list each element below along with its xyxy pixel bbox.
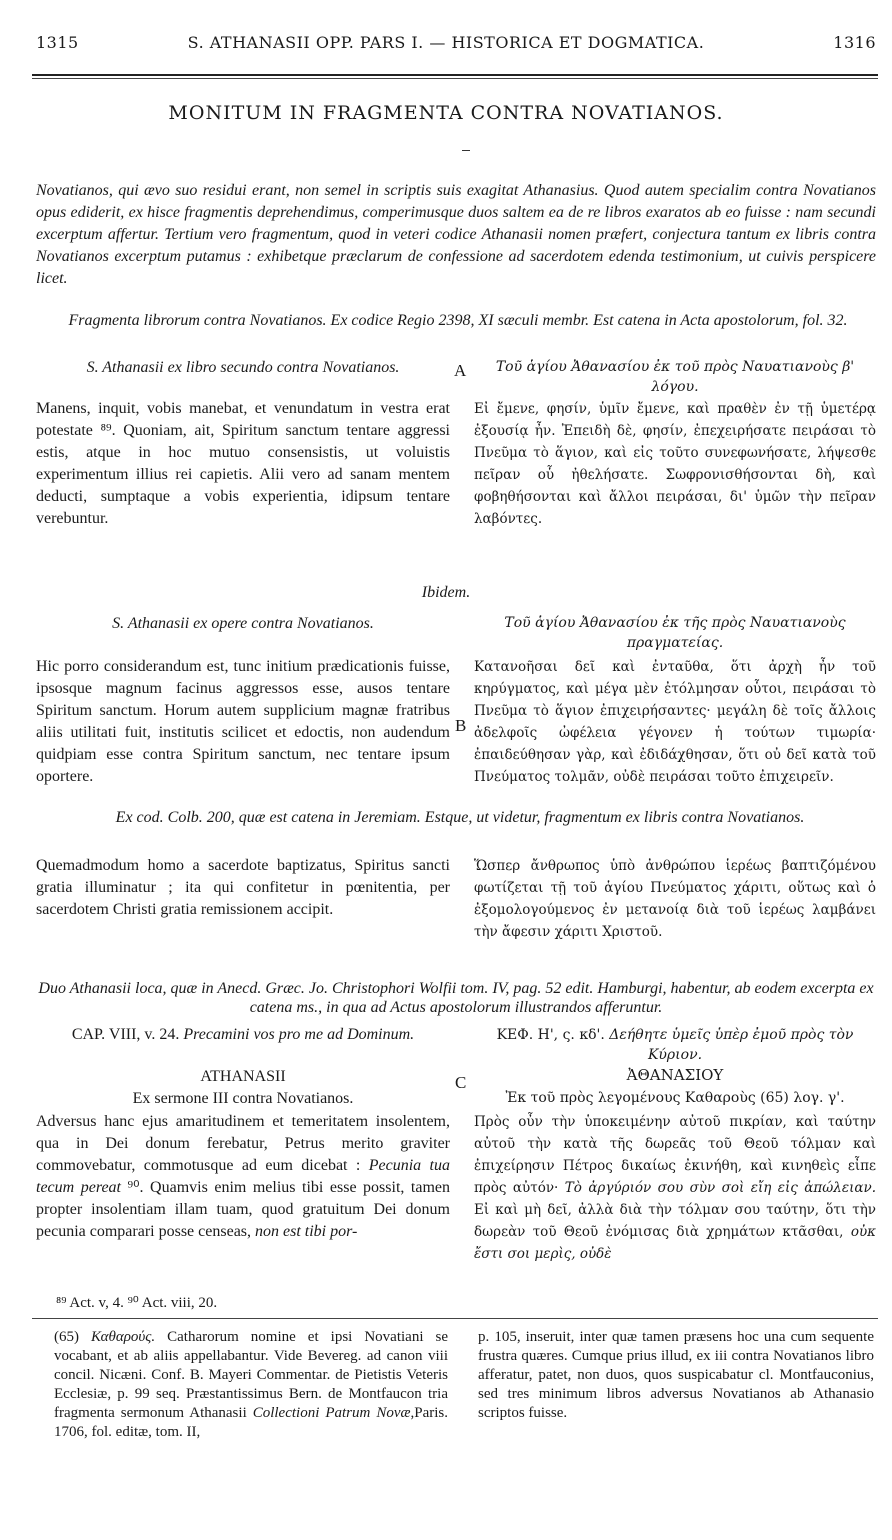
frag2-greek-text: Κατανοῆσαι δεῖ καὶ ἐνταῦθα, ὅτι ἀρχὴ ἦν τοῦ κηρύγματος, καὶ μέγα μὲν ἐτόλμησαν οὗτοι, πειράσαι τὸ Πνεῦμα τὸ ἅγιον ἐπιχειρήσαντες· μεγάλη δὲ τοῖς ἄλλοις ἀδελφοῖς ὠφέλεια γέγονεν ἡ τούτων τιμωρία· ἐπαιδεύθησαν γὰρ, καὶ ἐδιδάχθησαν, ὅτι οὐ δεῖ κατὰ τοῦ Πνεύματος τολμᾶν, οὐδὲ πειράσαι τοῦτο ἐπιχειρεῖν. xyxy=(474,659,876,785)
footnote-rule xyxy=(32,1318,878,1319)
frag4-latin-text xyxy=(36,1111,450,1243)
frag4-greek-part1: Πρὸς οὖν τὴν ὑποκειμένην αὐτοῦ πικρίαν, καὶ ταύτην αὐτοῦ τὴν κατὰ τῆς δωρεᾶς τοῦ Θεοῦ τόλμαν καὶ ἐπιχείρησιν Πέτρος δικαίως ἐκινήθη, καὶ κινηθεὶς εἶπε πρὸς αὐτόν· xyxy=(474,1114,876,1196)
frag4-latin-author: ATHANASII xyxy=(200,1068,286,1085)
note-left-text: Catharorum nomine et ipsi Novatiani se vocabant, et ab aliis appellabantur. Vide Bevereg. ad canon viii concil. Nicæni. Conf. B. Mayeri Commentar. de Pietistis Veteris Ecclesiæ, p. 99 seq. Præstantissimus Bern. de Montfaucon tria fragmenta sermonum Athanasii xyxy=(54,1329,448,1421)
frag4-greek-part2: Εἰ καὶ μὴ δεῖ, ἀλλὰ διὰ τὴν τόλμαν σου ταύτην, ὅτι τὴν δωρεὰν τοῦ Θεοῦ ἐνόμισας διὰ χρημάτων κτᾶσθαι, xyxy=(474,1202,876,1240)
margin-letter-a: A xyxy=(454,361,467,380)
source-note-1: Fragmenta librorum contra Novatianos. Ex codice Regio 2398, XI sæculi membr. Est catena in Acta apostolorum, fol. 32. xyxy=(68,312,848,329)
frag4-latin-part1: Adversus hanc ejus amaritudinem et temeritatem insolentem, qua in Dei donum ferebatur, Petrus merito graviter commovebatur, commotusque ad eum dicebat : xyxy=(36,1113,450,1174)
ibidem-heading: Ibidem. xyxy=(421,584,471,601)
frag3-latin-text: Quemadmodum homo a sacerdote baptizatus, Spiritus sancti gratia illuminatur ; ita qui confitetur in pœnitentia, per sacerdotem Christi gratia remissionem accipit. xyxy=(36,857,450,918)
note-left-end: ,Paris. 1706, fol. editæ, tom. II, xyxy=(54,1405,448,1440)
page-number-left: 1315 xyxy=(36,33,79,52)
frag4-greek-chapter-ital: Δεήθητε ὑμεῖς ὑπὲρ ἐμοῦ πρὸς τὸν Κύριον. xyxy=(609,1027,854,1063)
frag4-latin-chapter xyxy=(36,1025,450,1044)
frag4-greek-sermo: Ἐκ τοῦ πρὸς λεγομένους Καθαροὺς (65) λογ. γ'. xyxy=(505,1090,845,1106)
frag4-latin-chapter-ital: Precamini vos pro me ad Dominum. xyxy=(183,1026,415,1043)
header-rule-thin xyxy=(32,78,878,79)
frag4-greek-part2-ital: οὐκ ἔστι σοι μερὶς, οὐδὲ xyxy=(474,1224,876,1262)
frag2-greek-heading: Τοῦ ἁγίου Ἀθανασίου ἐκ τῆς πρὸς Ναυατιανοὺς πραγματείας. xyxy=(504,615,846,651)
frag4-greek-author: ἈΘΑΝΑΣΙΟΥ xyxy=(626,1066,724,1084)
running-head xyxy=(0,33,892,57)
frag4-latin-sermo: Ex sermone III contra Novatianos. xyxy=(132,1090,354,1107)
title-dash xyxy=(462,150,470,151)
editor-note-right: p. 105, inseruit, inter quæ tamen præsens hoc una cum sequente frustra quæres. Cumque prius illud, ex iii contra Novatianos libro afferatur, patet, non duos, quos suspicabatur cl. Montfauconius, sed tres minimum libros adversus Novatianos ab Athanasio scriptos fuisse. xyxy=(478,1329,874,1421)
frag4-greek-text xyxy=(474,1111,876,1265)
note-number: (65) xyxy=(54,1329,92,1345)
frag4-latin-quote: Pecunia tua tecum pereat xyxy=(36,1157,450,1196)
page-number-right: 1316 xyxy=(833,33,876,52)
frag1-greek-heading: Τοῦ ἁγίου Ἀθανασίου ἐκ τοῦ πρὸς Ναυατιανοὺς β' λόγου. xyxy=(495,359,855,395)
header-rule xyxy=(32,74,878,76)
frag2-latin-heading: S. Athanasii ex opere contra Novatianos. xyxy=(112,615,374,632)
frag4-latin-footnote-ref: ⁹⁰. xyxy=(121,1179,144,1196)
frag1-latin-heading: S. Athanasii ex libro secundo contra Novatianos. xyxy=(86,359,400,376)
source-note-3: Duo Athanasii loca, quæ in Anecd. Græc. Jo. Christophori Wolfii tom. IV, pag. 52 edit. Hamburgi, habentur, ab eodem excerpta ex catena ms., in qua ad Actus apostolorum illustrandos afferuntur. xyxy=(38,980,874,1016)
frag1-greek-text: Εἰ ἔμενε, φησίν, ὑμῖν ἔμενε, καὶ πραθὲν ἐν τῇ ὑμετέρᾳ ἐξουσίᾳ ἦν. Ἐπειδὴ δὲ, φησίν, ἐπεχειρήσατε πειράσαι τὸ Πνεῦμα τὸ ἅγιον, καὶ εἰς τοῦτο συνεφωνήσατε, λήψεσθε πεῖραν οὗ ἠθελήσατε. Σωφρονισθήσονται δὴ, καὶ φοβηθήσονται καὶ ἄλλοι πειράσαι, δι' ὑμῶν τὴν πεῖραν λαβόντες. xyxy=(474,401,876,527)
margin-letter-c: C xyxy=(455,1073,467,1092)
intro-paragraph: Novatianos, qui ævo suo residui erant, non semel in scriptis suis exagitat Athanasius. Quod autem specialim contra Novatianos opus ediderit, ex hisce fragmentis deprehendimus, comperimusque duos saltem ea de re libros exaratos ab eo fuisse : nam secundi excerptum affertur. Tertium vero fragmentum, quod in veteri codice Athanasii nomen præfert, conjectura tantum ex libris contra Novatianos excerptum putamus : exhibetque præclarum de confessione ad sacerdotem edenda testimonium, ut cuivis perspicere licet. xyxy=(36,182,876,287)
frag4-greek-chapter-plain: ΚΕΦ. Η', ς. κδ'. xyxy=(496,1027,610,1043)
frag4-greek-quote: Τὸ ἀργύριόν σου σὺν σοὶ εἴη εἰς ἀπώλειαν. xyxy=(564,1180,876,1196)
frag4-latin-chapter-plain: CAP. VIII, v. 24. xyxy=(71,1026,184,1043)
editor-note-left xyxy=(54,1328,448,1442)
running-title: S. ATHANASII OPP. PARS I. — HISTORICA ET DOGMATICA. xyxy=(187,33,705,52)
margin-letter-b: B xyxy=(455,716,467,735)
note-left-ital: Collectioni Patrum Novæ xyxy=(252,1405,411,1421)
frag4-latin-part2: Quamvis enim melius tibi esse possit, tamen propter insolentiam illam tuam, quod gratuitum Dei donum pecunia comparari posse censeas, xyxy=(36,1179,451,1240)
frag4-greek-chapter xyxy=(474,1025,876,1065)
footnotes: ⁸⁹ Act. v, 4. ⁹⁰ Act. viii, 20. xyxy=(56,1295,218,1311)
frag4-latin-part2-ital: non est tibi por- xyxy=(255,1223,358,1240)
note-lemma: Καθαρούς. xyxy=(91,1329,156,1345)
source-note-2: Ex cod. Colb. 200, quæ est catena in Jeremiam. Estque, ut videtur, fragmentum ex libris contra Novatianos. xyxy=(115,809,805,826)
frag2-latin-text: Hic porro considerandum est, tunc initium prædicationis fuisse, ipsosque magnum facinus aggressos esse, ausos tentare Spiritum sanctum. Horum autem supplicium magnæ fratribus aliis utilitati fuit, institutis scilicet et edoctis, non audendum quidpiam esse contra Spiritum sanctum, nec tentare ipsum oportere. xyxy=(36,658,450,785)
frag1-latin-text: Manens, inquit, vobis manebat, et venundatum in vestra erat potestate ⁸⁹. Quoniam, ait, Spiritum sanctum tentare aggressi estis, atque in hoc mutuo consensistis, ut voluistis experimentum illius rei capietis. Alii vero ad sanam mentem deducti, sumptaque a vobis experientia, idipsum tentare verebuntur. xyxy=(36,400,450,527)
main-title: MONITUM IN FRAGMENTA CONTRA NOVATIANOS. xyxy=(168,102,724,124)
frag3-greek-text: Ὥσπερ ἄνθρωπος ὑπὸ ἀνθρώπου ἱερέως βαπτιζόμένου φωτίζεται τῇ τοῦ ἁγίου Πνεύματος χάριτι, οὕτως καὶ ὁ ἐξομολογούμενος ἐν μετανοίᾳ διὰ τοῦ ἱερέως λαμβάνει τὴν ἄφεσιν χάριτι Χριστοῦ. xyxy=(474,858,876,940)
